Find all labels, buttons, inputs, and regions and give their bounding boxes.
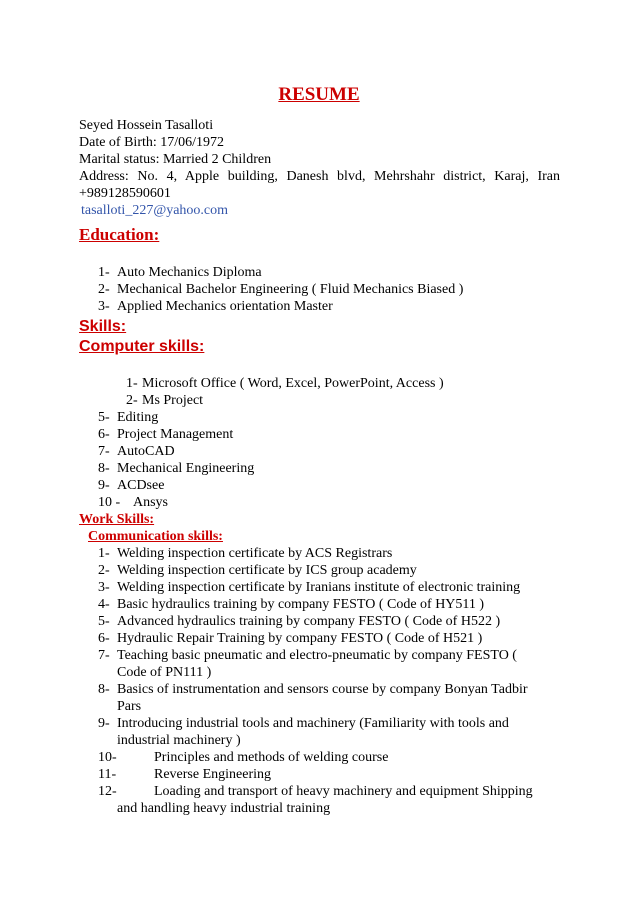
list-number: 2- [98,282,110,297]
work-skill-text: Teaching basic pneumatic and electro-pneumatic by company FESTO ( [117,648,517,663]
list-number: 8- [98,682,110,697]
work-skill-text: Basics of instrumentation and sensors course by company Bonyan Tadbir [117,682,528,697]
education-item [98,264,110,281]
list-number: 5- [98,614,110,629]
education-heading: Education: [79,225,160,244]
list-number: 1- [98,546,110,561]
work-skill-text: Reverse Engineering [154,767,272,782]
list-number: 6- [98,631,110,646]
dob-line: Date of Birth: 17/06/1972 [79,135,225,150]
email-link[interactable]: tasalloti_227@yahoo.com [81,203,229,218]
computer-skill-text: Project Management [117,427,234,442]
list-number: 11- [98,767,117,782]
list-number: 1- [98,265,110,280]
list-number: 8- [98,461,110,476]
address-line: Address: No. 4, Apple building, Danesh blvd, Mehrshahr district, Karaj, Iran [79,169,560,184]
name-line: Seyed Hossein Tasalloti [79,118,214,133]
list-number: 9- [98,478,110,493]
list-number: 7- [98,648,110,663]
list-number: 2- [98,563,110,578]
education-item-text: Applied Mechanics orientation Master [117,299,333,314]
phone-line: +989128590601 [79,186,171,201]
education-item-text: Auto Mechanics Diploma [117,265,262,280]
list-number: 10 - [98,495,121,510]
education-item-text: Mechanical Bachelor Engineering ( Fluid Mechanics Biased ) [117,282,464,297]
work-skill-text: Welding inspection certificate by ACS Registrars [117,546,393,561]
list-number: 6- [98,427,110,442]
work-skill-text: Hydraulic Repair Training by company FESTO ( Code of H521 ) [117,631,483,646]
computer-skill-text: Editing [117,410,159,425]
communication-skills-heading: Communication skills: [88,529,223,544]
computer-skills-heading: Computer skills: [79,338,205,355]
work-skill-text: industrial machinery ) [117,733,241,748]
work-skills-heading: Work Skills: [79,512,155,527]
work-skill-text: Basic hydraulics training by company FESTO ( Code of HY511 ) [117,597,485,612]
computer-skill-text: Ms Project [142,393,204,408]
work-skill-text: Pars [117,699,142,714]
work-skill-text: Loading and transport of heavy machinery and equipment Shipping [154,784,533,799]
list-number: 7- [98,444,110,459]
work-skill-text: Welding inspection certificate by ICS group academy [117,563,417,578]
work-skill-text: Welding inspection certificate by Iranians institute of electronic training [117,580,521,595]
list-number: 12- [98,784,117,799]
work-skill-text: Code of PN111 ) [117,665,212,680]
computer-skill-text: Microsoft Office ( Word, Excel, PowerPoint, Access ) [142,376,444,391]
work-skill-text: Introducing industrial tools and machinery (Familiarity with tools and [117,716,509,731]
page-title: RESUME [278,84,360,105]
list-number: 4- [98,597,110,612]
list-number: 2- [126,393,138,408]
marital-line: Marital status: Married 2 Children [79,152,272,167]
computer-skill-text: Ansys [133,495,169,510]
education-item [98,298,110,315]
list-number: 3- [98,580,110,595]
education-item [98,281,110,298]
list-number: 9- [98,716,110,731]
list-number: 10- [98,750,117,765]
computer-skill-text: Mechanical Engineering [117,461,255,476]
work-skill-text: Advanced hydraulics training by company FESTO ( Code of H522 ) [117,614,501,629]
computer-skill-text: AutoCAD [117,444,175,459]
list-number: 5- [98,410,110,425]
computer-skill-text: ACDsee [117,478,165,493]
list-number: 3- [98,299,110,314]
skills-heading: Skills: [79,318,127,335]
list-number: 1- [126,376,138,391]
work-skill-text: Principles and methods of welding course [154,750,389,765]
work-skill-text: and handling heavy industrial training [117,801,331,816]
